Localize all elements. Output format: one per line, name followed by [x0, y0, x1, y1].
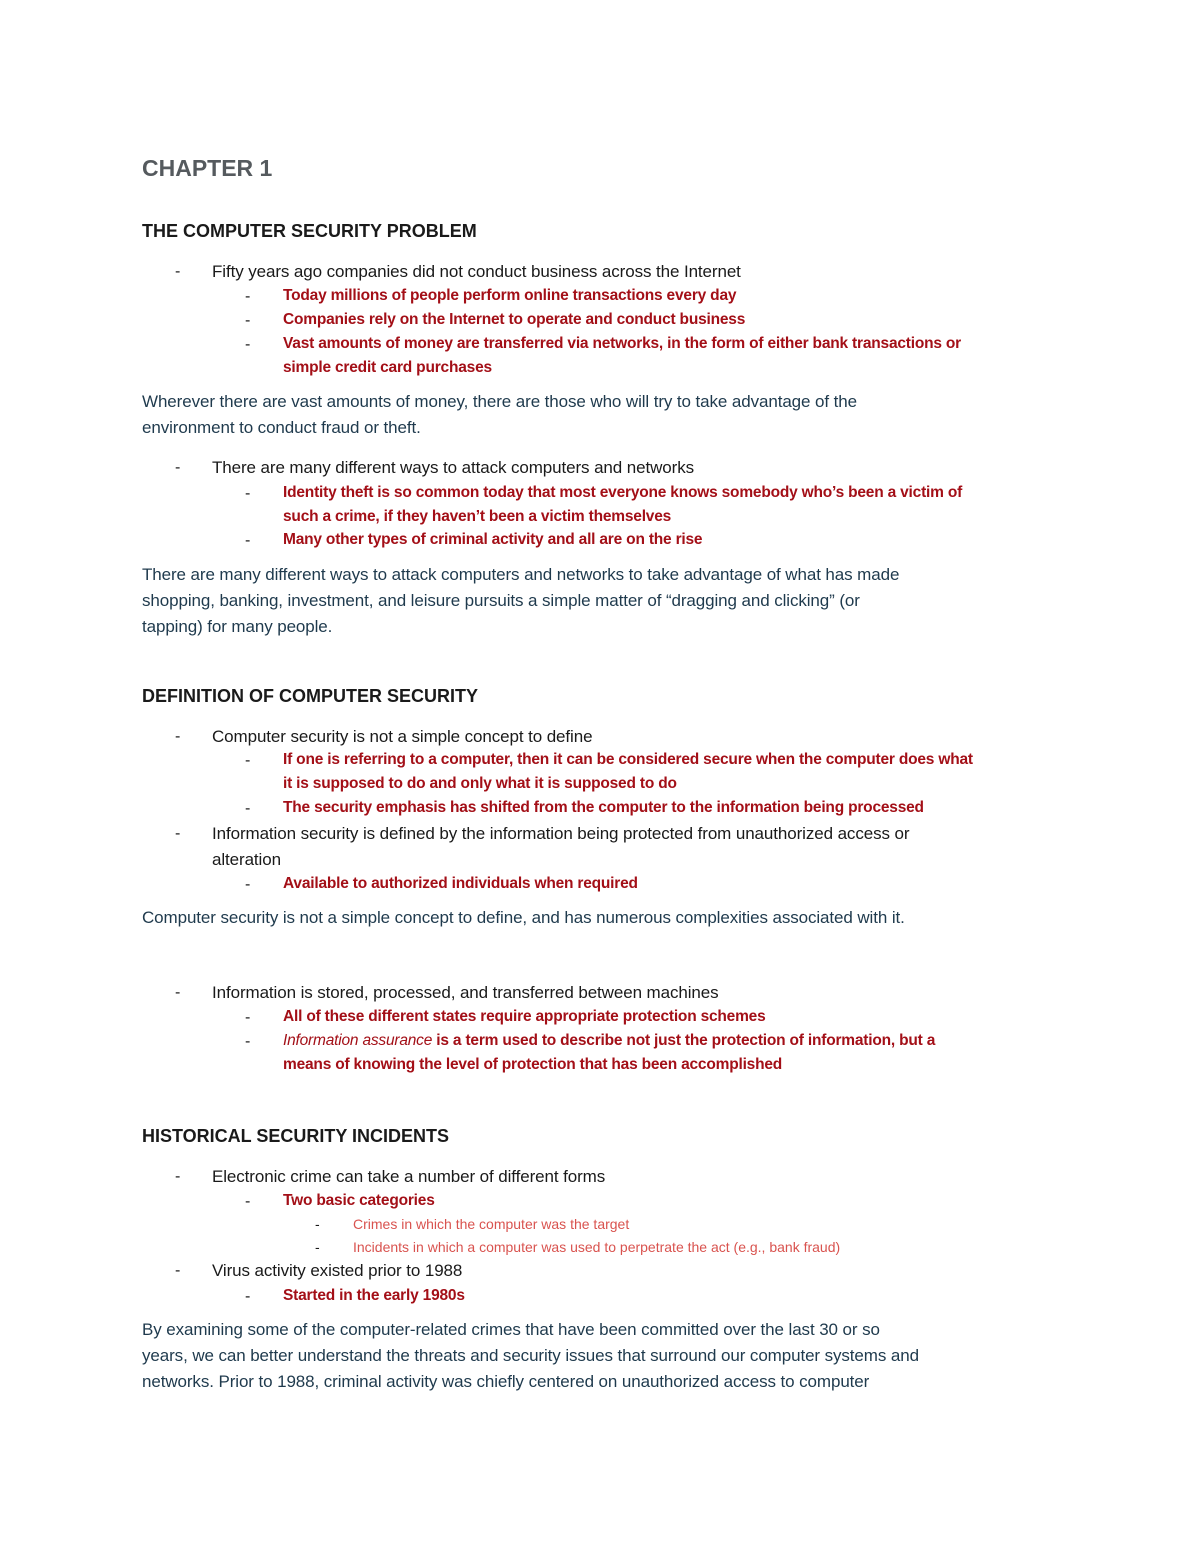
sub-bullet-item: Started in the early 1980s — [283, 1287, 465, 1304]
sub-bullet-dash: - — [245, 485, 251, 502]
sub-bullet-dash: - — [245, 752, 251, 769]
bullet-dash: - — [175, 1262, 181, 1279]
bullet-item: Electronic crime can take a number of different forms — [212, 1167, 606, 1186]
sub-bullet-item-continued: such a crime, if they haven’t been a victim themselves — [283, 508, 672, 525]
section-title-definition-of-computer-security: DEFINITION OF COMPUTER SECURITY — [142, 686, 479, 706]
sub-bullet-dash: - — [245, 336, 251, 353]
sub-sub-bullet-dash: - — [315, 1216, 320, 1232]
bullet-dash: - — [175, 459, 181, 476]
sub-bullet-item: Two basic categories — [283, 1192, 435, 1209]
bullet-item: Fifty years ago companies did not conduct business across the Internet — [212, 262, 741, 281]
sub-bullet-dash: - — [245, 800, 251, 817]
paragraph-line: years, we can better understand the threats and security issues that surround our computer systems and — [142, 1346, 919, 1365]
sub-bullet-dash: - — [245, 1193, 251, 1210]
paragraph-line: Computer security is not a simple concept to define, and has numerous complexities associated with it. — [142, 908, 905, 927]
bullet-item: Information security is defined by the information being protected from unauthorized access or — [212, 824, 910, 843]
sub-bullet-dash: - — [245, 288, 251, 305]
bullet-dash: - — [175, 1168, 181, 1185]
paragraph-line: By examining some of the computer-related crimes that have been committed over the last 30 or so — [142, 1320, 880, 1339]
sub-bullet-item: The security emphasis has shifted from the computer to the information being processed — [283, 799, 924, 816]
sub-bullet-item-continued: simple credit card purchases — [283, 359, 492, 376]
sub-sub-bullet-item: Incidents in which a computer was used to perpetrate the act (e.g., bank fraud) — [353, 1239, 841, 1255]
bullet-item-continued: alteration — [212, 850, 281, 869]
sub-bullet-item — [283, 1032, 935, 1050]
sub-bullet-item-continued: means of knowing the level of protection that has been accomplished — [283, 1056, 783, 1073]
bullet-item: Virus activity existed prior to 1988 — [212, 1261, 463, 1280]
paragraph-line: environment to conduct fraud or theft. — [142, 418, 421, 437]
bullet-dash: - — [175, 263, 181, 280]
sub-bullet-item-continued: it is supposed to do and only what it is supposed to do — [283, 775, 677, 792]
chapter-heading: CHAPTER 1 — [142, 155, 273, 181]
italic-term: Information assurance — [283, 1032, 433, 1049]
sub-bullet-item: Available to authorized individuals when required — [283, 875, 638, 892]
sub-bullet-dash: - — [245, 1009, 251, 1026]
bullet-item: Information is stored, processed, and transferred between machines — [212, 983, 719, 1002]
sub-bullet-text: is a term used to describe not just the protection of information, but a — [432, 1032, 936, 1049]
sub-sub-bullet-item: Crimes in which the computer was the target — [353, 1216, 630, 1232]
sub-bullet-item: Identity theft is so common today that most everyone knows somebody who’s been a victim of — [283, 484, 963, 501]
paragraph-line: Wherever there are vast amounts of money, there are those who will try to take advantage of the — [142, 392, 857, 411]
bullet-dash: - — [175, 825, 181, 842]
paragraph-line: There are many different ways to attack computers and networks to take advantage of what has made — [142, 565, 900, 584]
paragraph-line: shopping, banking, investment, and leisure pursuits a simple matter of “dragging and clicking” (or — [142, 591, 860, 610]
paragraph-line: networks. Prior to 1988, criminal activity was chiefly centered on unauthorized access to computer — [142, 1372, 870, 1391]
sub-bullet-dash: - — [245, 1288, 251, 1305]
sub-bullet-item: All of these different states require appropriate protection schemes — [283, 1008, 766, 1025]
sub-bullet-dash: - — [245, 1033, 251, 1050]
bullet-item: Computer security is not a simple concept to define — [212, 727, 593, 746]
section-title-computer-security-problem: THE COMPUTER SECURITY PROBLEM — [142, 221, 477, 241]
bullet-item: There are many different ways to attack computers and networks — [212, 458, 694, 477]
sub-bullet-item: If one is referring to a computer, then it can be considered secure when the computer does what — [283, 751, 973, 768]
sub-sub-bullet-dash: - — [315, 1239, 320, 1255]
section-title-historical-security-incidents: HISTORICAL SECURITY INCIDENTS — [142, 1126, 450, 1146]
sub-bullet-item: Many other types of criminal activity and all are on the rise — [283, 531, 703, 548]
bullet-dash: - — [175, 984, 181, 1001]
sub-bullet-dash: - — [245, 532, 251, 549]
sub-bullet-item: Vast amounts of money are transferred via networks, in the form of either bank transactions or — [283, 335, 962, 352]
paragraph-line: tapping) for many people. — [142, 617, 333, 636]
sub-bullet-item: Today millions of people perform online transactions every day — [283, 287, 737, 304]
sub-bullet-dash: - — [245, 876, 251, 893]
bullet-dash: - — [175, 728, 181, 745]
sub-bullet-dash: - — [245, 312, 251, 329]
sub-bullet-item: Companies rely on the Internet to operate and conduct business — [283, 311, 746, 328]
